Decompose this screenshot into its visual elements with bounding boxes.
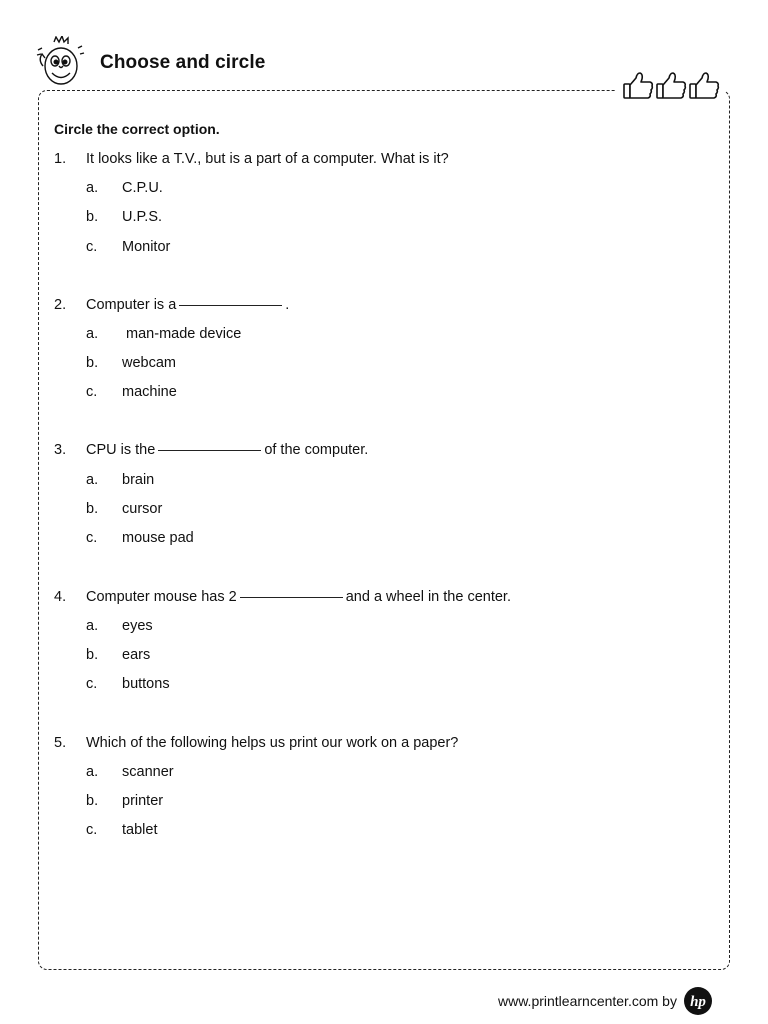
option-letter: c.	[86, 530, 98, 546]
question-number: 1.	[54, 151, 67, 167]
option-letter: a.	[86, 180, 99, 196]
option-text: machine	[122, 384, 177, 400]
option-letter: c.	[86, 676, 98, 692]
question-text-before: Which of the following helps us print our work on a paper?	[86, 735, 459, 751]
question-text-before: Computer is a	[86, 297, 177, 313]
option-text: U.P.S.	[122, 209, 163, 225]
option-letter: c.	[86, 822, 98, 838]
option-text: C.P.U.	[122, 180, 163, 196]
mascot-face-icon	[34, 36, 86, 92]
thumbs-up-icon	[655, 70, 688, 101]
option-letter: a.	[86, 764, 99, 780]
question-text	[86, 735, 458, 751]
option-text: Monitor	[122, 239, 171, 255]
option-text: cursor	[122, 501, 163, 517]
footer-site-text[interactable]: www.printlearncenter.com by	[498, 993, 677, 1009]
thumbs-up-icon	[688, 70, 721, 101]
question-text-after: .	[285, 297, 290, 313]
question-number: 3.	[54, 442, 67, 458]
question-text-before: It looks like a T.V., but is a part of a computer. What is it?	[86, 151, 449, 167]
question-number: 5.	[54, 735, 67, 751]
option-letter: b.	[86, 501, 99, 517]
option-text: ears	[122, 647, 151, 663]
option-text: brain	[122, 472, 155, 488]
option-text: scanner	[122, 764, 174, 780]
question-text	[86, 297, 289, 313]
footer	[498, 986, 713, 1016]
answer-blank[interactable]	[158, 450, 261, 451]
option-text: buttons	[122, 676, 170, 692]
question-number: 2.	[54, 297, 67, 313]
question-text-after: of the computer.	[264, 442, 369, 458]
answer-blank[interactable]	[179, 305, 282, 306]
option-text: tablet	[122, 822, 158, 838]
option-text: man-made device	[122, 326, 242, 342]
instruction-text: Circle the correct option.	[54, 121, 220, 137]
option-text: printer	[122, 793, 164, 809]
option-letter: b.	[86, 209, 99, 225]
question-text-before: CPU is the	[86, 442, 156, 458]
question-number: 4.	[54, 589, 67, 605]
option-text: eyes	[122, 618, 153, 634]
option-text: mouse pad	[122, 530, 194, 546]
option-letter: c.	[86, 239, 98, 255]
hp-logo-icon	[683, 986, 713, 1016]
option-text: webcam	[122, 355, 176, 371]
option-letter: a.	[86, 326, 99, 342]
option-letter: a.	[86, 618, 99, 634]
question-text-before: Computer mouse has 2	[86, 589, 237, 605]
option-letter: b.	[86, 793, 99, 809]
hp-logo-text: hp	[690, 994, 706, 1010]
option-letter: b.	[86, 647, 99, 663]
thumbs-up-icon	[622, 70, 655, 101]
option-letter: c.	[86, 384, 98, 400]
option-letter: b.	[86, 355, 99, 371]
option-letter: a.	[86, 472, 99, 488]
question-text-after: and a wheel in the center.	[345, 589, 511, 605]
question-text	[86, 589, 511, 605]
rating-thumbs	[622, 70, 721, 101]
answer-blank[interactable]	[240, 597, 343, 598]
question-text	[86, 151, 449, 167]
page-title: Choose and circle	[100, 52, 266, 73]
question-text	[86, 442, 368, 458]
